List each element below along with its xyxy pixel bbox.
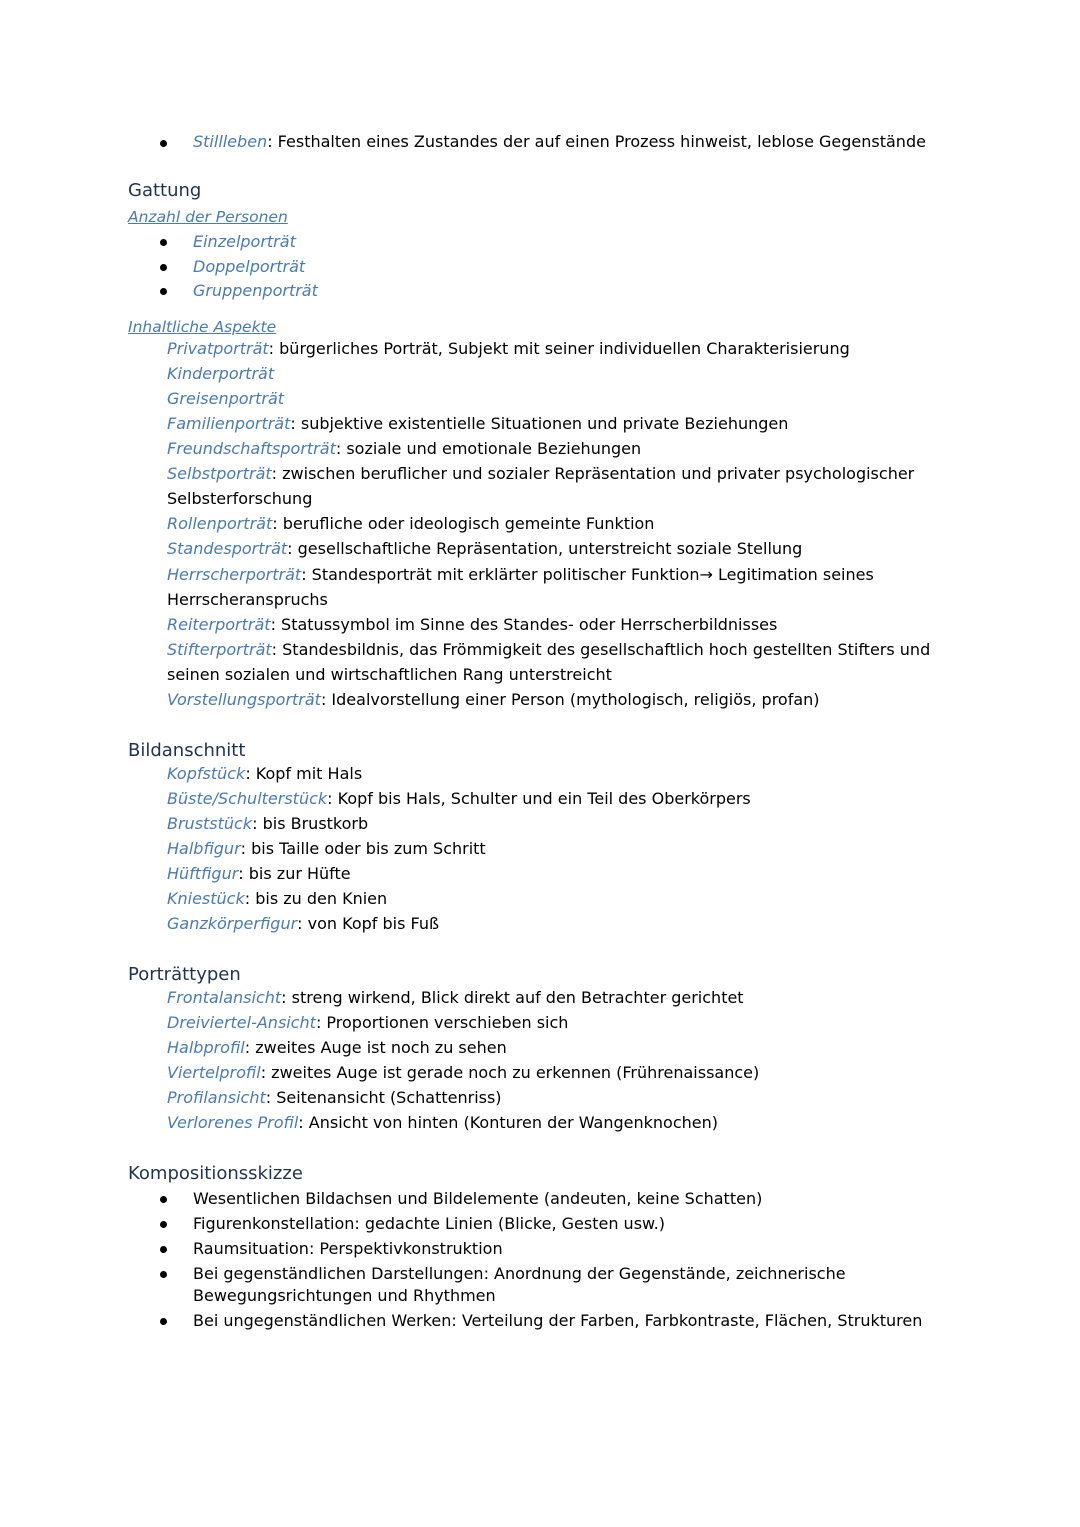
bullet-icon	[160, 288, 167, 295]
term: Greisenporträt	[167, 389, 285, 408]
definition: : Seitenansicht (Schattenriss)	[265, 1088, 502, 1107]
term: Bruststück	[167, 814, 253, 833]
list-item	[167, 689, 820, 711]
definition: : Festhalten eines Zustandes der auf einen Prozess hinweist, leblose Gegenstände	[267, 132, 926, 151]
term: Kinderporträt	[167, 364, 275, 383]
definition: : bis Taille oder bis zum Schritt	[240, 839, 486, 858]
term: Rollenporträt	[167, 514, 273, 533]
list-item-continuation: Bewegungsrichtungen und Rhythmen	[193, 1286, 496, 1305]
term: Familienporträt	[167, 414, 291, 433]
section-heading-komposition: Kompositionsskizze	[128, 1163, 303, 1184]
definition: : von Kopf bis Fuß	[297, 914, 440, 933]
definition: : bürgerliches Porträt, Subjekt mit seiner individuellen Charakterisierung	[268, 339, 850, 358]
list-item	[167, 363, 274, 385]
bullet-icon	[160, 1246, 167, 1253]
list-item	[167, 1087, 502, 1109]
definition: : Standesporträt mit erklärter politischer Funktion→ Legitimation seines	[301, 565, 874, 584]
bullet-icon	[160, 264, 167, 271]
subheading-anzahl: Anzahl der Personen	[128, 208, 288, 226]
list-item-continuation: Herrscheranspruchs	[167, 590, 328, 609]
subheading-inhalt: Inhaltliche Aspekte	[128, 318, 277, 336]
term: Dreiviertel-Ansicht	[167, 1013, 316, 1032]
term: Herrscherporträt	[167, 565, 302, 584]
list-item	[167, 513, 654, 535]
term: Standesporträt	[167, 539, 288, 558]
list-item: Wesentlichen Bildachsen und Bildelemente (andeuten, keine Schatten)	[193, 1189, 763, 1208]
definition: : soziale und emotionale Beziehungen	[335, 439, 642, 458]
term: Reiterporträt	[167, 615, 271, 634]
bullet-icon	[160, 1271, 167, 1278]
list-item	[167, 1037, 507, 1059]
term: Freundschaftsporträt	[167, 439, 336, 458]
list-item: Einzelporträt	[193, 232, 296, 251]
bullet-icon	[160, 1318, 167, 1325]
definition: : bis zu den Knien	[244, 889, 388, 908]
term: Profilansicht	[167, 1088, 266, 1107]
bullet-icon	[160, 239, 167, 246]
list-item: Gruppenporträt	[193, 281, 318, 300]
definition: : Ansicht von hinten (Konturen der Wangenknochen)	[298, 1113, 718, 1132]
definition: : zweites Auge ist gerade noch zu erkennen (Frührenaissance)	[260, 1063, 760, 1082]
list-item: Figurenkonstellation: gedachte Linien (Blicke, Gesten usw.)	[193, 1214, 665, 1233]
definition: : zwischen beruflicher und sozialer Repräsentation und privater psychologischer	[271, 464, 915, 483]
list-item	[167, 987, 744, 1009]
section-heading-bildanschnitt: Bildanschnitt	[128, 740, 246, 761]
list-item	[167, 1062, 759, 1084]
term: Kopfstück	[167, 764, 246, 783]
term: Privatporträt	[167, 339, 269, 358]
term: Frontalansicht	[167, 988, 282, 1007]
section-heading-portraettypen: Porträttypen	[128, 964, 241, 985]
bullet-icon	[160, 140, 167, 147]
term: Ganzkörperfigur	[167, 914, 298, 933]
list-item	[167, 788, 751, 810]
definition: : streng wirkend, Blick direkt auf den Betrachter gerichtet	[281, 988, 744, 1007]
term: Stifterporträt	[167, 640, 272, 659]
term: Selbstporträt	[167, 464, 272, 483]
term: Stillleben	[193, 132, 268, 151]
list-item	[167, 838, 486, 860]
definition: : Idealvorstellung einer Person (mythologisch, religiös, profan)	[320, 690, 820, 709]
list-item	[167, 614, 777, 636]
term: Verlorenes Profil	[167, 1113, 299, 1132]
definition: : berufliche oder ideologisch gemeinte Funktion	[272, 514, 655, 533]
term: Halbfigur	[167, 839, 241, 858]
list-item	[167, 538, 802, 560]
term: Hüftfigur	[167, 864, 239, 883]
term: Viertelprofil	[167, 1063, 261, 1082]
list-item: Bei ungegenständlichen Werken: Verteilung der Farben, Farbkontraste, Flächen, Strukturen	[193, 1311, 923, 1330]
list-item	[167, 1012, 568, 1034]
term: Kniestück	[167, 889, 245, 908]
list-item	[167, 639, 930, 661]
list-item	[167, 564, 874, 586]
list-item	[167, 388, 284, 410]
definition: : bis Brustkorb	[252, 814, 369, 833]
list-item	[167, 763, 362, 785]
list-item: Bei gegenständlichen Darstellungen: Anordnung der Gegenstände, zeichnerische	[193, 1264, 846, 1283]
definition: : Standesbildnis, das Frömmigkeit des gesellschaftlich hoch gestellten Stifters und	[271, 640, 931, 659]
term: Vorstellungsporträt	[167, 690, 321, 709]
list-item-continuation: seinen sozialen und wirtschaftlichen Rang unterstreicht	[167, 665, 612, 684]
bullet-icon	[160, 1196, 167, 1203]
definition: : Kopf bis Hals, Schulter und ein Teil des Oberkörpers	[327, 789, 751, 808]
definition: : bis zur Hüfte	[238, 864, 351, 883]
list-item: Doppelporträt	[193, 257, 306, 276]
definition: : Statussymbol im Sinne des Standes- oder Herrscherbildnisses	[270, 615, 778, 634]
list-item-stillleben	[193, 131, 926, 153]
list-item	[167, 438, 641, 460]
definition: : Kopf mit Hals	[245, 764, 363, 783]
term: Halbprofil	[167, 1038, 245, 1057]
definition: : gesellschaftliche Repräsentation, unterstreicht soziale Stellung	[287, 539, 803, 558]
section-heading-gattung: Gattung	[128, 180, 202, 201]
list-item	[167, 413, 788, 435]
list-item	[167, 863, 351, 885]
term: Büste/Schulterstück	[167, 789, 328, 808]
definition: : Proportionen verschieben sich	[315, 1013, 569, 1032]
list-item	[167, 913, 439, 935]
list-item	[167, 338, 850, 360]
list-item	[167, 463, 914, 485]
list-item-continuation: Selbsterforschung	[167, 489, 313, 508]
bullet-icon	[160, 1221, 167, 1228]
list-item: Raumsituation: Perspektivkonstruktion	[193, 1239, 503, 1258]
list-item	[167, 888, 387, 910]
definition: : subjektive existentielle Situationen und private Beziehungen	[290, 414, 789, 433]
definition: : zweites Auge ist noch zu sehen	[244, 1038, 507, 1057]
list-item	[167, 813, 368, 835]
list-item	[167, 1112, 718, 1134]
